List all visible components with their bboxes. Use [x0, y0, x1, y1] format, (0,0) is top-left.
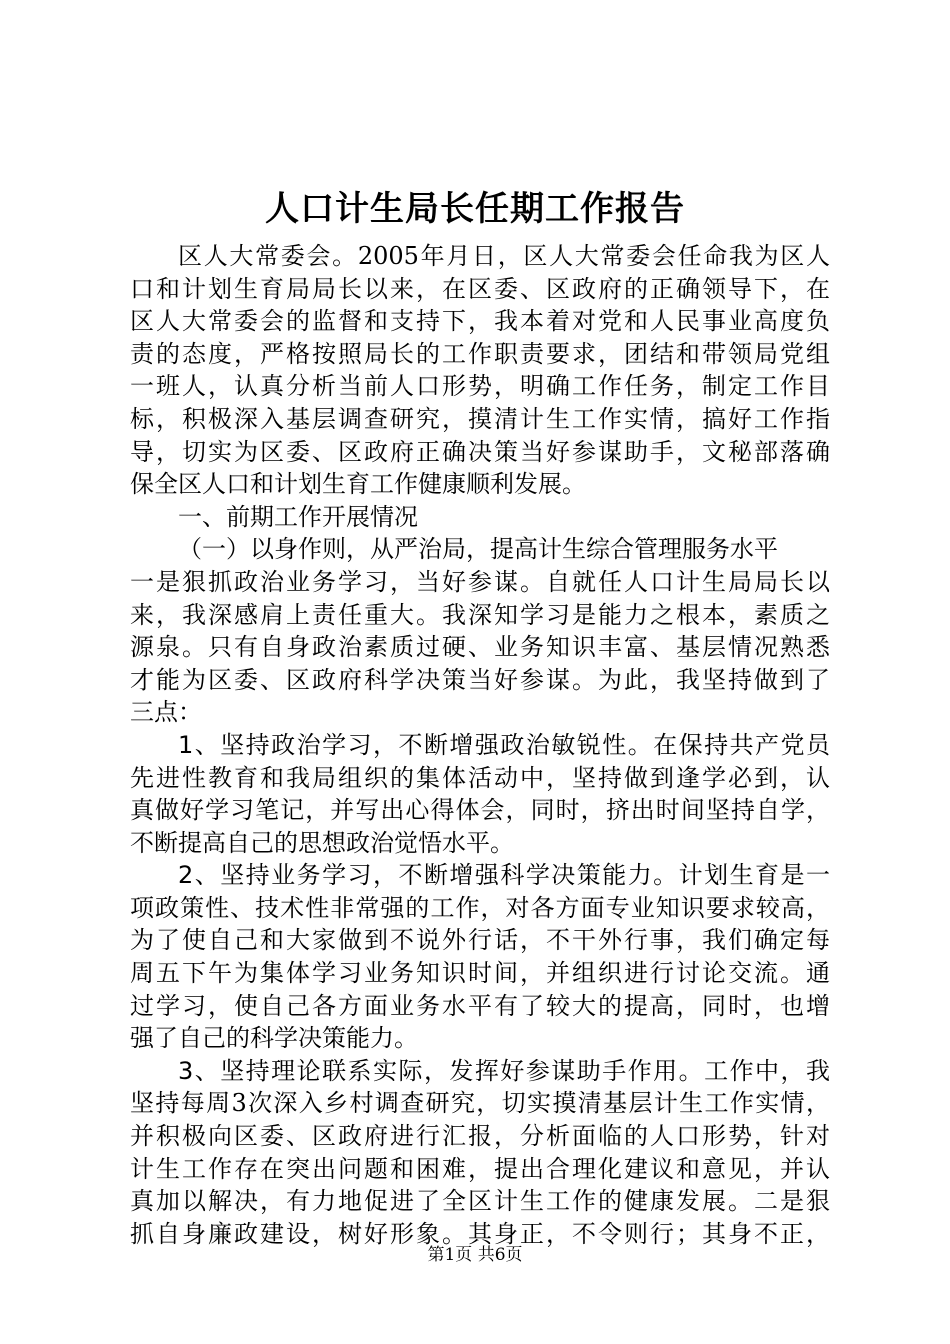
page-footer: 第1页 共6页: [427, 1245, 523, 1265]
text-line: 标，积极深入基层调查研究，摸清计生工作实情，搞好工作指: [130, 404, 830, 433]
text-fragment: 在保持共产党员: [653, 730, 830, 759]
text-line: 来，我深感肩上责任重大。我深知学习是能力之根本，素质之: [130, 600, 830, 629]
text-line: 责的态度，严格按照局长的工作职责要求，团结和带领局党组: [130, 339, 830, 368]
text-line: 保全区人口和计划生育工作健康顺利发展。: [130, 470, 586, 499]
section-heading: 一、前期工作开展情况: [178, 502, 418, 531]
text-line: 三点：: [130, 698, 202, 727]
text-line: 过学习，使自己各方面业务水平有了较大的提高，同时，也增: [130, 991, 830, 1020]
text-line: 真加以解决，有力地促进了全区计生工作的健康发展。二是狠: [130, 1187, 830, 1216]
subsection-heading: （一）以身作则，从严治局，提高计生综合管理服务水平: [178, 535, 778, 564]
text-line: 并积极向区委、区政府进行汇报，分析面临的人口形势，针对: [130, 1122, 830, 1151]
text-line: 一是狠抓政治业务学习，当好参谋。自就任人口计生局局长以: [130, 567, 830, 596]
text-line: 坚持每周3次深入乡村调查研究，切实摸清基层计生工作实情，: [130, 1089, 830, 1118]
text-line: 项政策性、技术性非常强的工作，对各方面专业知识要求较高，: [130, 893, 830, 922]
text-fragment: 计划生育是一: [678, 861, 830, 890]
text-line: 计生工作存在突出问题和困难，提出合理化建议和意见，并认: [130, 1154, 830, 1183]
text-line: 口和计划生育局局长以来，在区委、区政府的正确领导下，在: [130, 274, 830, 303]
text-line: 导，切实为区委、区政府正确决策当好参谋助手，文秘部落确: [130, 437, 830, 466]
text-fragment: 工作中，我: [704, 1056, 830, 1085]
text-line: 抓自身廉政建设，树好形象。其身正，不令则行；其身不正，: [130, 1219, 830, 1248]
text-line: 强了自己的科学决策能力。: [130, 1024, 418, 1053]
text-line: [130, 859, 830, 892]
document-title: 人口计生局长任期工作报告: [265, 189, 685, 229]
point-heading: 3、坚持理论联系实际，发挥好参谋助手作用。: [178, 1056, 705, 1085]
text-line: 为了使自己和大家做到不说外行话，不干外行事，我们确定每: [130, 926, 830, 955]
text-line: 才能为区委、区政府科学决策当好参谋。为此，我坚持做到了: [130, 665, 830, 694]
text-line: 先进性教育和我局组织的集体活动中，坚持做到逢学必到，认: [130, 763, 830, 792]
document-body: [130, 240, 830, 1250]
text-line: 一班人，认真分析当前人口形势，明确工作任务，制定工作目: [130, 372, 830, 401]
text-line: 源泉。只有自身政治素质过硬、业务知识丰富、基层情况熟悉: [130, 633, 830, 662]
point-heading: 2、坚持业务学习，不断增强科学决策能力。: [178, 861, 679, 890]
point-heading: 1、坚持政治学习，不断增强政治敏锐性。: [178, 730, 654, 759]
text-line: 区人大常委会的监督和支持下，我本着对党和人民事业高度负: [130, 307, 830, 336]
text-line: 区人大常委会。2005年月日，区人大常委会任命我为区人: [178, 242, 830, 270]
text-line: 周五下午为集体学习业务知识时间，并组织进行讨论交流。通: [130, 959, 830, 988]
text-line: 真做好学习笔记，并写出心得体会，同时，挤出时间坚持自学，: [130, 796, 830, 825]
text-line: [130, 1055, 830, 1088]
text-line: 不断提高自己的思想政治觉悟水平。: [130, 828, 514, 857]
text-line: [130, 729, 830, 762]
